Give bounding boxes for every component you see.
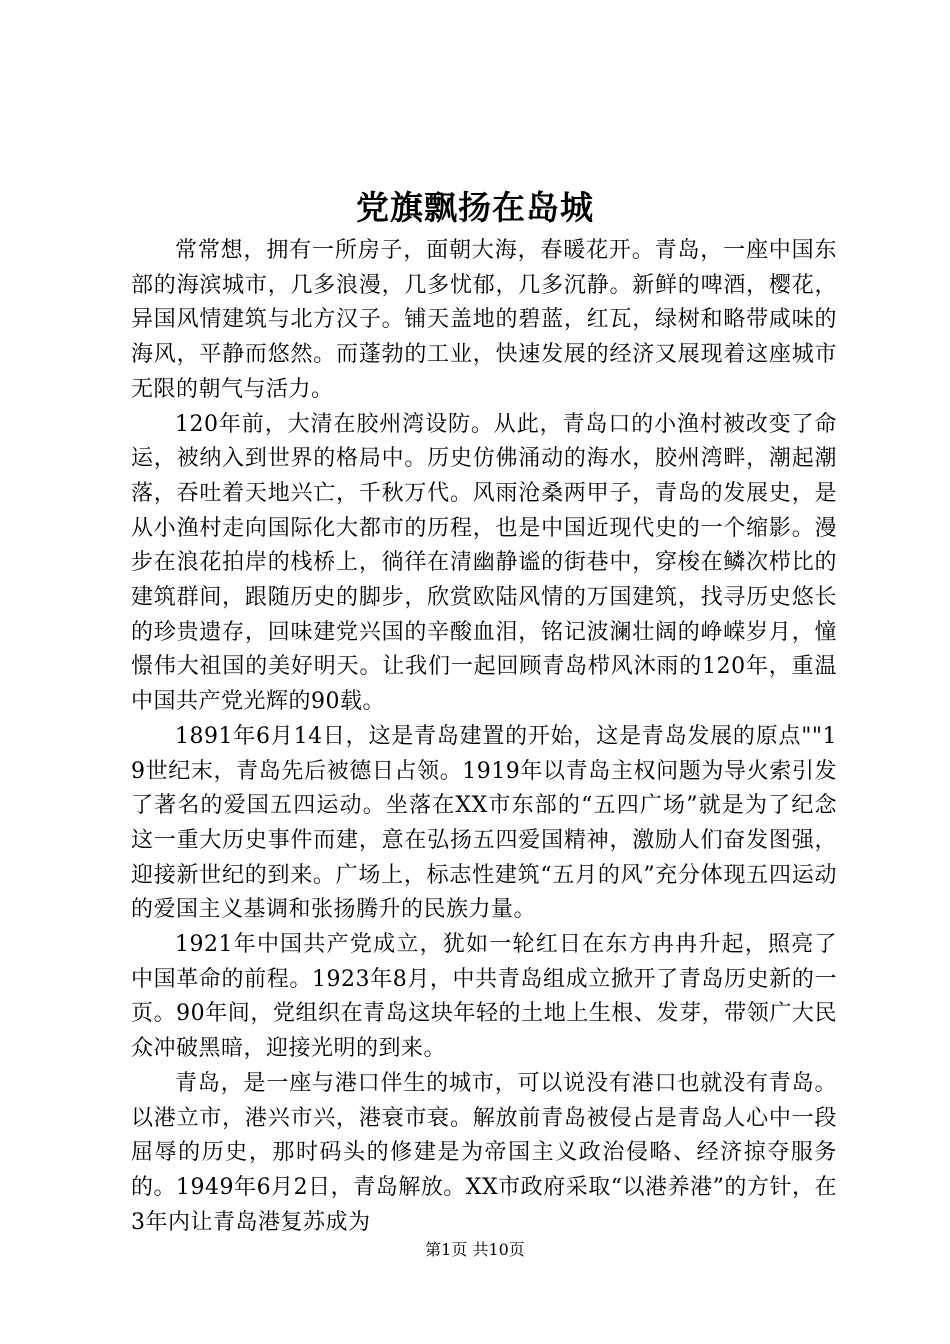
document-body [131,234,837,1240]
paragraph-4: 1921年中国共产党成立，犹如一轮红日在东方冉冉升起，照亮了中国革命的前程。1923年8月，中共青岛组成立掀开了青岛历史新的一页。90年间，党组织在青岛这块年轻的土地上生根、发芽，带领广大民众冲破黑暗，迎接光明的到来。 [131,932,837,1062]
paragraph-5: 青岛，是一座与港口伴生的城市，可以说没有港口也就没有青岛。以港立市，港兴市兴，港衰市衰。解放前青岛被侵占是青岛人心中一段屈辱的历史，那时码头的修建是为帝国主义政治侵略、经济掠夺服务的。1949年6月2日，青岛解放。XX市政府采取“以港养港”的方针，在3年内让青岛港复苏成为 [131,1070,837,1235]
document-title: 党旗飘扬在岛城 [356,188,594,227]
page-number-footer: 第1页 共10页 [425,1240,525,1259]
paragraph-2: 120年前，大清在胶州湾设防。从此，青岛口的小渔村被改变了命运，被纳入到世界的格局中。历史仿佛涌动的海水，胶州湾畔，潮起潮落，吞吐着天地兴亡，千秋万代。风雨沧桑两甲子，青岛的发展史，是从小渔村走向国际化大都市的历程，也是中国近现代史的一个缩影。漫步在浪花拍岸的栈桥上，徜徉在清幽静谧的街巷中，穿梭在鳞次栉比的建筑群间，跟随历史的脚步，欣赏欧陆风情的万国建筑，找寻历史悠长的珍贵遗存，回味建党兴国的辛酸血泪，铭记波澜壮阔的峥嵘岁月，憧憬伟大祖国的美好明天。让我们一起回顾青岛栉风沐雨的120年，重温中国共产党光辉的90载。 [131,411,837,715]
paragraph-1: 常常想，拥有一所房子，面朝大海，春暖花开。青岛，一座中国东部的海滨城市，几多浪漫，几多忧郁，几多沉静。新鲜的啤酒，樱花，异国风情建筑与北方汉子。铺天盖地的碧蓝，红瓦，绿树和略带咸味的海风，平静而悠然。而蓬勃的工业，快速发展的经济又展现着这座城市无限的朝气与活力。 [131,238,837,402]
paragraph-3: 1891年6月14日，这是青岛建置的开始，这是青岛发展的原点""19世纪末，青岛先后被德日占领。1919年以青岛主权问题为导火索引发了著名的爱国五四运动。坐落在XX市东部的“五四广场”就是为了纪念这一重大历史事件而建，意在弘扬五四爱国精神，激励人们奋发图强，迎接新世纪的到来。广场上，标志性建筑“五月的风”充分体现五四运动的爱国主义基调和张扬腾升的民族力量。 [131,723,837,923]
